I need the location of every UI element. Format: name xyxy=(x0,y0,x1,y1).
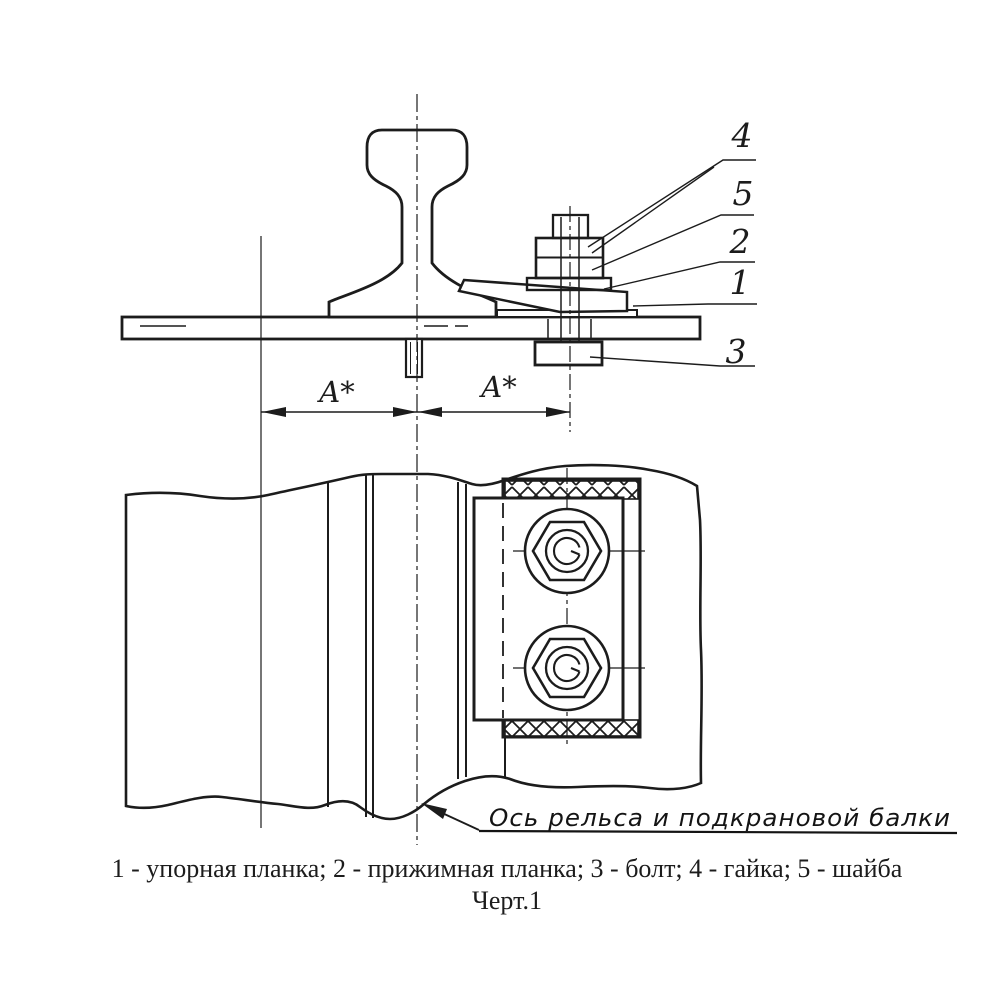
axis-arrowhead xyxy=(421,803,447,819)
callout-2: 2 xyxy=(729,222,751,261)
axis-annotation xyxy=(421,803,957,833)
arrowhead-center-right xyxy=(393,407,417,417)
section-view xyxy=(122,94,757,845)
dimension-label-right: A* xyxy=(481,370,517,404)
plan-view xyxy=(126,465,702,819)
axis-arrow-line xyxy=(440,812,479,830)
caption-block xyxy=(112,854,903,915)
rail-edges-plan xyxy=(328,474,466,818)
axis-note-text: Ось рельса и подкрановой балки xyxy=(489,804,951,832)
weld-band-top xyxy=(505,481,638,499)
arrowhead-left-out xyxy=(262,407,286,417)
caption-parts-list: 1 - упорная планка; 2 - прижимная планка; 3 - болт; 4 - гайка; 5 - шайба xyxy=(111,854,903,883)
dimension-label-left: A* xyxy=(319,375,355,409)
beam-flange-section xyxy=(122,317,700,339)
arrowhead-center-left xyxy=(418,407,442,417)
callout-3: 3 xyxy=(725,332,747,371)
leader-1 xyxy=(633,304,757,306)
callout-5: 5 xyxy=(732,174,754,213)
callout-4: 4 xyxy=(731,116,753,155)
weld-band-bottom xyxy=(505,720,638,736)
leader-4b xyxy=(592,167,714,253)
figure-number: Черт.1 xyxy=(471,886,543,915)
bolt-head-section xyxy=(535,342,602,365)
arrowhead-right-out xyxy=(546,407,570,417)
pin-section xyxy=(406,339,422,377)
callout-1: 1 xyxy=(729,263,751,302)
